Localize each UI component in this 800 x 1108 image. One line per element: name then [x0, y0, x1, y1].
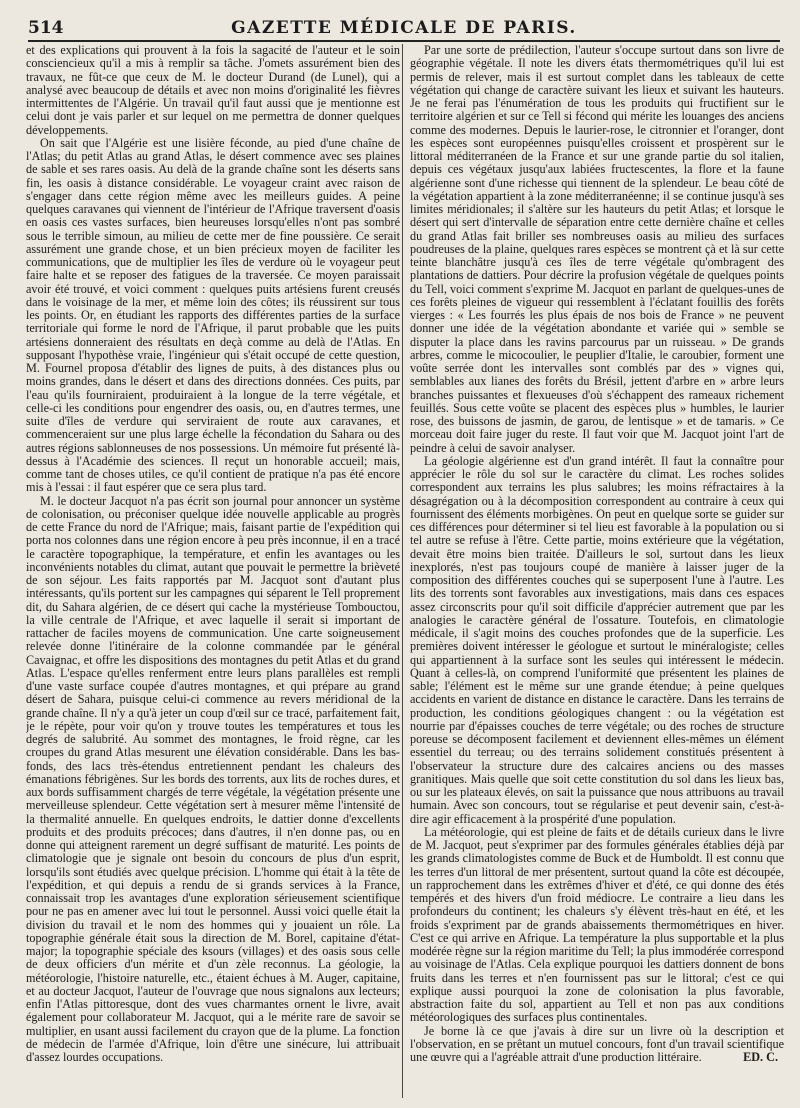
closing-paragraph	[410, 1025, 784, 1065]
paragraph: Par une sorte de prédilection, l'auteur s'occupe surtout dans son livre de géographie végétale. Il note les divers états thermométriques qu'il lui est permis de relever, mais il est surtout complet dans les tableaux de cette végétation qui change de caractère suivant les lieux et suivant les hauteurs. Je ne ferai pas l'énumération de tous les produits qui fructifient sur le territoire algérien et sur ce Tell si fécond qui mérite les louanges des anciens comme des modernes. Depuis le laurier-rose, le citronnier et l'oranger, dont les espèces sont européennes puisqu'elles croissent et prospèrent sur le littoral méditerranéen de la France et sur une grande partie du sol italien, depuis ces végétaux jusqu'aux labiées fructescentes, la flore et la faune algérienne sont d'une richesse qui tiennent de la splendeur. Le beau côté de la végétation appartient à la zone méditerranéenne; il se continue jusqu'à ses limites méridionales; il s'altère sur les hauteurs du petit Atlas; et lorsque le désert qui sert d'intervalle de séparation entre cette dernière chaîne et celles du grand Atlas fait briller ses nombreuses oasis au milieu des surfaces poudreuses de la plaine, quelques rares espèces se montrent çà et là sur cette teinte blanchâtre jusqu'à ces îles de terre végétale qu'ombragent des plantations de dattiers. Pour décrire la profusion végétale de quelques points du Tell, voici comment s'exprime M. Jacquot en parlant de quelques-unes de ces forêts pleines de vigueur qui ressemblent à l'éclatant fouillis des forêts vierges : « Les fourrés les plus épais de nos bois de France » ne peuvent donner une idée de la végétation abondante et variée qui » semble se disputer la place dans les ravins parcourus par un ruisseau. » De grands arbres, comme le micocoulier, le peuplier d'Italie, le caroubier, forment une voûte serrée dont les intervalles sont comblés par des » vignes qui, semblables aux lianes des forêts du Brésil, jettent d'arbre en » arbre leurs branches puissantes et flexueuses d'où s'échappent des rameaux richement feuillés. Sous cette voûte se placent des espèces plus » humbles, le laurier rose, des buissons de jasmin, de garou, de lentisque » et de tamaris. » Ce morceau doit faire juger du reste. Il faut voir que M. Jacquot joint l'art de peindre à celui de savoir analyser.	[410, 44, 784, 455]
right-column	[410, 44, 784, 1102]
column-divider	[402, 44, 403, 1098]
journal-title: GAZETTE MÉDICALE DE PARIS.	[231, 18, 577, 38]
author-signature: ED. C.	[743, 1050, 778, 1064]
page-number: 514	[28, 18, 64, 38]
paragraph: M. le docteur Jacquot n'a pas écrit son journal pour annoncer un système de colonisation, ou préconiser quelque idée nouvelle applicable au progrès de cette France du nord de l'Afrique; mais, faisant partie de l'expédition qui porta nos colonnes dans une région encore à peu près inconnue, il en a tracé le caractère topographique, la température, et enfin les avantages ou les inconvénients notables du climat, autant que pouvait le permettre la brièveté de son séjour. Les faits rapportés par M. Jacquot sont d'autant plus intéressants, qu'ils portent sur les campagnes qui séparent le Tell proprement dit, du Sahara algérien, de ce désert qui cache la mystérieuse Tombouctou, la ville centrale de l'Afrique, et avec laquelle il serait si important de rattacher de faciles moyens de communication. Une carte soigneusement relevée donne l'itinéraire de la colonne commandée par le général Cavaignac, et offre les dispositions des montagnes du petit Atlas et du grand Atlas. L'espace qu'elles renferment entre leurs plans parallèles est rempli d'une vaste surface coupée d'autres montagnes, et qui prépare au grand désert de Sahara, puisque celui-ci commence au revers méridional de la grande chaîne. Il n'y a qu'à jeter un coup d'œil sur ce tracé, parfaitement fait, je le répète, pour voir qu'on y trouve toutes les températures et tous les degrés de salubrité. Au sommet des montagnes, le froid règne, car les croupes du grand Atlas mesurent une élévation considérable. Dans les bas-fonds, des lacs très-étendus entretiennent pendant les chaleurs des émanations fébrigènes. Sur les bords des torrents, aux lits de roches dures, et aux bords suffisamment chargés de terre végétale, la végétation présente une merveilleuse splendeur. Cette végétation sert à mesurer même l'intensité de la thermalité annuelle. En quelques endroits, le dattier donne d'excellents produits et des produits précoces; dans d'autres, il n'en donne pas, ou en donne qui atteignent rarement un degré suffisant de maturité. Les points de climatologie que je signale ont besoin du concours de plus d'un esprit, lorsqu'ils sont étudiés avec quelque précision. L'homme qui était à la tête de l'expédition, et qui depuis a rendu de si grands services à la France, connaissait trop les avantages d'une exploration sérieusement scientifique pour ne pas en amener avec lui tout le personnel. Aussi voici quelle était la division du travail et le nom des hommes qui y jouaient un rôle. La topographie générale était sous la direction de M. Borel, capitaine d'état-major; la topographie spéciale des ksours (villages) et des oasis sous celle de deux officiers d'un mérite et d'un zèle reconnus. La géologie, la météorologie, l'histoire naturelle, etc., étaient échues à M. Auger, capitaine, et au docteur Jacquot, l'auteur de l'ouvrage que nous signalons aux lecteurs; enfin l'Atlas pittoresque, dont des vues charmantes ornent le livre, avait également pour collaborateur M. Jacquot, qui a le mérite rare de savoir se multiplier, en usant aussi facilement du crayon que de la plume. La fonction de médecin de l'armée d'Afrique, loin d'être une sinécure, lui attribuait d'assez lourdes occupations.	[26, 493, 400, 1064]
header-rule	[28, 40, 780, 42]
paragraph: La géologie algérienne est d'un grand intérêt. Il faut la connaître pour apprécier le rôle du sol sur le caractère du climat. Les roches solides correspondent aux terrains les plus salubres; les moins réfractaires à la désagrégation ou à la décomposition correspondent au contraire à ceux qui fournissent des éléments morbigènes. On peut en quelque sorte se guider sur ces différences pour déterminer si tel lieu est favorable à la population ou si tel autre se refuse à l'être. Cette partie, moins extérieure que la végétation, devait être moins bien traitée. D'ailleurs le sol, surtout dans les lieux inexplorés, n'est pas toujours coupé de manière à laisser juger de la composition des différentes couches qui se superposent l'une à l'autre. Les lits des torrents sont favorables aux investigations, mais dans ces espaces assez circonscrits pour qu'il soit difficile d'apprécier autrement que par les analogies le caractère général de l'ossature. Toutefois, en climatologie médicale, il s'agit moins des couches profondes que de la superficie. Les premières doivent intéresser le géologue et surtout le minéralogiste; celles qui appartiennent à la surface sont les seules qui intéressent le médecin. Quant à celles-là, on comprend l'uniformité que présentent les plaines de sable; l'élément est le même sur une grande étendue; à peine quelques accidents en varient de distance en distance le caractère. Dans les terrains de production, les conditions géologiques changent : ou la végétation est nourrie par d'épaisses couches de terre végétale; ou des roches de structure poreuse se décomposent facilement et deviennent elles-mêmes un élément essentiel du terreau; ou des terrains solidement constitués présentent à l'observateur la structure dure des calcaires anciens ou des masses granitiques. Mais quelle que soit cette constitution du sol dans les lieux bas, ou sur les plateaux élevés, on sait la puissance que nous attribuons au travail humain. Avec son concours, tout se régularise et peut devenir sain, c'est-à-dire agir efficacement à la prospérité d'une population.	[410, 453, 784, 826]
page-header	[28, 12, 780, 38]
paragraph: On sait que l'Algérie est une lisière féconde, au pied d'une chaîne de l'Atlas; du petit Atlas au grand Atlas, le désert commence avec ses plaines de sable et ses rares oasis. Au delà de la grande chaîne sont les déserts sans fin, les oasis à distance considérable. Le voyageur craint avec raison de s'engager dans cette région même avec les meilleurs guides. A peine quelques caravanes qui viennent de l'intérieur de l'Afrique traversent d'oasis en oasis ces vastes surfaces, bien heureuses lorsqu'elles n'ont pas sombré sous le terrible simoun, au milieu de cette mer de fine poussière. Ce serait assurément une grande chose, et un bien précieux moyen de faciliter les communications, que de multiplier les îles de verdure où le voyageur peut faire halte et se reposer des fatigues de la traversée. Ce moyen paraissait avoir été trouvé, et voici comment : quelques puits artésiens furent creusés dans le voisinage de la mer, et même loin des côtes; ils réussirent sur tous les points. Or, en étudiant les rapports des différentes parties de la surface territoriale qui forme le nord de l'Afrique, il parut probable que les puits artésiens donneraient des résultats en deçà comme au delà de l'Atlas. En supposant l'hypothèse vraie, l'ingénieur qui s'était occupé de cette question, M. Fournel proposa d'établir des lignes de puits, à des distances plus ou moins grandes, dans le désert et dans des directions données. Ces puits, par l'eau qu'ils fourniraient, produiraient à la longue de la terre végétale, et celle-ci les conditions pour engendrer des oasis, ou, en d'autres termes, une suite d'îles de verdure qui serviraient de route aux caravanes, et commenceraient sur une plus large échelle la fécondation du Sahara ou des autres régions sablonneuses de nos possessions. Un mémoire fut présenté là-dessus à l'Académie des sciences. Il reçut un honorable accueil; mais, comme tant de choses utiles, ce qu'il contient de pratique n'a pas été encore mis à l'essai : il faut espérer que ce sera plus tard.	[26, 135, 400, 495]
left-column	[26, 44, 400, 1102]
paragraph: La météorologie, qui est pleine de faits et de détails curieux dans le livre de M. Jacquot, peut s'exprimer par des formules générales établies déjà par les grands climatologistes comme de Buck et de Humboldt. Il est connu que les terres d'un littoral de mer présentent, surtout quand la côte est découpée, un rapprochement dans les extrêmes d'hiver et d'été, ce qui donne des étés tempérés et des hivers d'un froid médiocre. Le contraire a lieu dans les profondeurs du continent; les chaleurs s'y élèvent très-haut en été, et les froids s'expriment par de grands abaissements thermométriques en hiver. C'est ce qui arrive en Afrique. La température la plus supportable et la plus modérée règne sur la région maritime du Tell; la plus immodérée correspond au voisinage de l'Atlas. Cela explique pourquoi les dattiers donnent de bons fruits dans les terres et n'en fournissent pas sur le littoral; c'est ce qui explique aussi pourquoi la zone de colonisation la plus favorable, abstraction faite du sol, appartient au Tell et non pas aux conditions météorologiques des surfaces plus continentales.	[410, 824, 784, 1025]
paragraph: et des explications qui prouvent à la fois la sagacité de l'auteur et le soin consciencieux qu'il a mis à remplir sa tâche. J'omets assurément bien des travaux, ne fût-ce que ceux de M. le docteur Durand (de Lunel), qui a analysé avec beaucoup de détails et avec non moins d'originalité les fièvres intermittentes de l'Algérie. Un travail qu'il faut aussi que je mentionne est celui dont je vais parler et sur lequel on me permettra de donner quelques développements.	[26, 44, 400, 137]
closing-text: Je borne là ce que j'avais à dire sur un livre où la description et l'observation, en se prêtant un mutuel concours, font d'un travail scientifique une œuvre qui a l'agréable attrait d'une production littéraire.	[410, 1023, 784, 1064]
